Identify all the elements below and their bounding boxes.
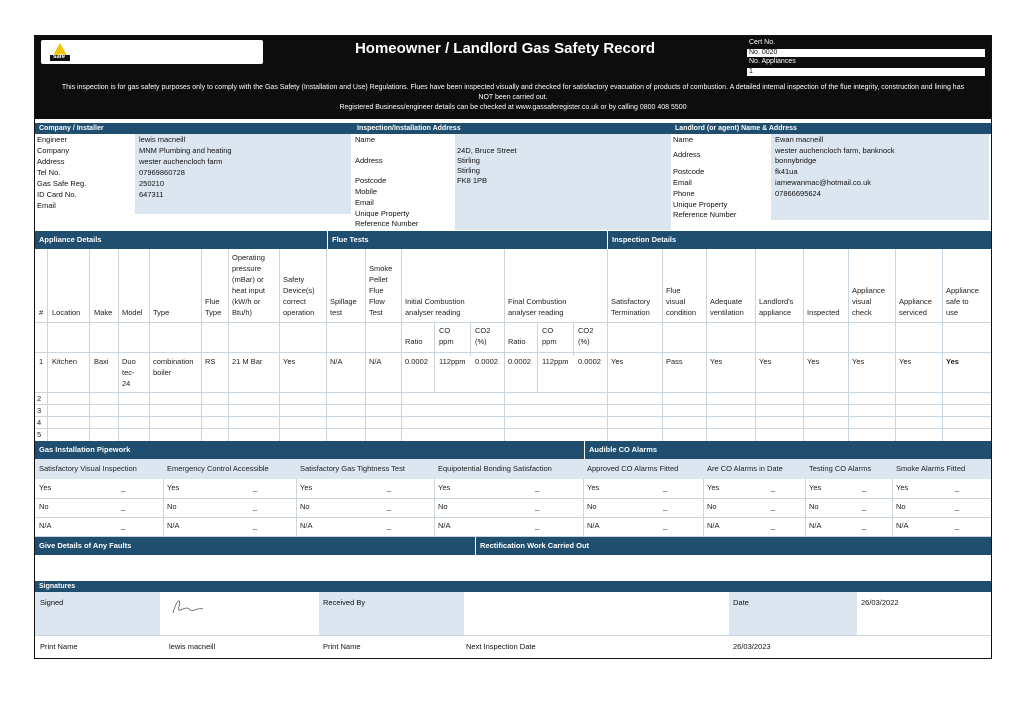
pipework-heading: Gas Installation Pipework [35, 441, 584, 459]
grid-column-line [504, 249, 505, 441]
pipework-option[interactable]: N/A [707, 521, 720, 530]
pipework-checkbox[interactable]: _ [121, 483, 126, 492]
pipework-checkbox[interactable]: _ [253, 521, 258, 530]
grid-column-line [47, 249, 48, 441]
col-init-co2-1: CO2 [475, 326, 491, 335]
intro-line-3: Registered Business/engineer details can be checked at www.gassaferegister.co.uk or by calling 0800 408 5500 [339, 104, 687, 111]
grid-column-line [365, 249, 366, 441]
landlord-address-line-1[interactable]: wester auchencloch farm, banknock [775, 146, 895, 155]
pipework-checkbox[interactable]: _ [663, 521, 668, 530]
grid-column-line [803, 249, 804, 441]
pipework-option[interactable]: No [438, 502, 448, 511]
col-smoke-3: Flue [369, 286, 384, 295]
received-by-field[interactable] [465, 592, 729, 635]
pipework-option[interactable]: No [809, 502, 819, 511]
grid-column-line [326, 249, 327, 441]
col-op-4: heat input [232, 286, 265, 295]
pipework-row-line [35, 498, 991, 499]
col-landlord-2: appliance [759, 308, 792, 317]
pipework-column-header: Emergency Control Accessible [167, 464, 269, 473]
landlord-address-label: Address [673, 150, 701, 159]
row-model-3[interactable]: 24 [122, 379, 131, 388]
pipework-option[interactable]: N/A [438, 521, 451, 530]
pipework-row-line [35, 517, 991, 518]
appliance-details-heading: Appliance Details [35, 231, 327, 249]
row-op[interactable]: 21 M Bar [232, 357, 263, 366]
received-by-label: Received By [323, 598, 366, 607]
landlord-heading: Landlord (or agent) Name & Address [671, 123, 991, 134]
row-final-co2[interactable]: 0.0002 [578, 357, 601, 366]
col-inspected: Inspected [807, 308, 840, 317]
pipework-option[interactable]: No [300, 502, 310, 511]
pipework-option[interactable]: Yes [707, 483, 720, 492]
gas-safety-record [34, 35, 992, 659]
landlord-email-label: Email [673, 178, 692, 187]
grid-column-line [118, 249, 119, 441]
pipework-option[interactable]: N/A [300, 521, 313, 530]
pipework-column-header: Smoke Alarms Fitted [896, 464, 966, 473]
pipework-option[interactable]: N/A [896, 521, 909, 530]
col-flue-type-1: Flue [205, 297, 220, 306]
col-init-co2-2: (%) [475, 337, 487, 346]
inspection-uprn-label-2: Reference Number [355, 219, 419, 228]
pipework-checkbox[interactable]: _ [387, 502, 392, 511]
company-address-label: Address [37, 157, 65, 166]
row-type-1[interactable]: combination [153, 357, 194, 366]
row-ventilation[interactable]: Yes [710, 357, 723, 366]
idcard-label: ID Card No. [37, 190, 77, 199]
grid-column-line [662, 249, 663, 441]
inspection-address-line-1[interactable]: 24D, Bruce Street [457, 146, 517, 155]
intro-line-1: This inspection is for gas safety purposes only to comply with the Gas Safety (Installation and Use) Regulations. Flues have been inspected visually and checked for satisfactory evacuation of products of combustion. A detailed internal inspection of the flue integrity, construction and lining has [61, 84, 965, 91]
date-field[interactable]: 26/03/2022 [861, 598, 899, 607]
inspection-email-label: Email [355, 198, 374, 207]
grid-column-line [755, 249, 756, 441]
pipework-option[interactable]: No [39, 502, 49, 511]
grid-column-line [149, 249, 150, 441]
row-init-ratio[interactable]: 0.0002 [405, 357, 428, 366]
engineer-label: Engineer [37, 135, 68, 144]
pipework-column-header: Satisfactory Gas Tightness Test [300, 464, 405, 473]
pipework-checkbox[interactable]: _ [663, 502, 668, 511]
grid-row-line [35, 322, 991, 323]
col-model: Model [122, 308, 143, 317]
col-smoke-2: Pellet [369, 275, 388, 284]
col-safety-2: Device(s) [283, 286, 315, 295]
company-address-field[interactable]: wester auchencloch farm [139, 157, 223, 166]
row-init-co[interactable]: 112ppm [439, 357, 466, 366]
col-location: Location [52, 308, 81, 317]
col-final-co-1: CO [542, 326, 554, 335]
col-final-1: Final Combustion [508, 297, 567, 306]
col-smoke-5: Test [369, 308, 383, 317]
idcard-field[interactable]: 647311 [139, 190, 164, 199]
grid-column-line [279, 249, 280, 441]
col-final-co2-1: CO2 [578, 326, 594, 335]
grid-column-line [942, 249, 943, 441]
landlord-postcode-label: Postcode [673, 167, 705, 176]
company-field[interactable]: MNM Plumbing and heating [139, 146, 232, 155]
pipework-checkbox[interactable]: _ [121, 502, 126, 511]
pipework-checkbox[interactable]: _ [535, 521, 540, 530]
col-type: Type [153, 308, 170, 317]
grid-subcolumn-line [434, 322, 435, 392]
inspection-uprn-label-1: Unique Property [355, 209, 410, 218]
cert-no-label: Cert No. [749, 39, 776, 46]
company-label: Company [37, 146, 70, 155]
inspection-address-line-3[interactable]: Stirling [457, 166, 480, 175]
row-final-co[interactable]: 112ppm [542, 357, 569, 366]
col-safety-3: correct [283, 297, 306, 306]
pipework-checkbox[interactable]: _ [387, 521, 392, 530]
grid-subcolumn-line [537, 322, 538, 392]
grid-column-line [89, 249, 90, 441]
row-safety[interactable]: Yes [283, 357, 296, 366]
grid-row-line [35, 352, 991, 353]
inspection-name-label: Name [355, 135, 376, 144]
pipework-checkbox[interactable]: _ [862, 521, 867, 530]
pipework-column-line [703, 479, 704, 537]
col-init-co-2: ppm [439, 337, 454, 346]
pipework-checkbox[interactable]: _ [535, 483, 540, 492]
signed-label: Signed [40, 598, 64, 607]
header-bar [35, 36, 991, 119]
pipework-option[interactable]: N/A [167, 521, 180, 530]
pipework-checkbox[interactable]: _ [771, 502, 776, 511]
landlord-phone-label: Phone [673, 189, 695, 198]
pipework-column-line [583, 479, 584, 537]
pipework-option[interactable]: N/A [39, 521, 52, 530]
faults-field[interactable] [35, 555, 475, 579]
row-number-4: 4 [37, 418, 42, 427]
pipework-checkbox[interactable]: _ [862, 502, 867, 511]
row-make[interactable]: Baxi [94, 357, 109, 366]
pipework-option[interactable]: Yes [167, 483, 180, 492]
grid-column-line [706, 249, 707, 441]
print-name-field[interactable]: lewis macneill [169, 642, 216, 651]
row-final-ratio[interactable]: 0.0002 [508, 357, 531, 366]
row-model-2[interactable]: tec- [122, 368, 135, 377]
next-inspection-field[interactable]: 26/03/2023 [733, 642, 771, 651]
pipework-checkbox[interactable]: _ [862, 483, 867, 492]
pipework-option[interactable]: No [707, 502, 717, 511]
row-flue-type[interactable]: RS [205, 357, 216, 366]
appliances-label: No. Appliances [749, 58, 796, 65]
landlord-phone-field[interactable]: 07866695624 [775, 189, 821, 198]
col-final-2: analyser reading [508, 308, 564, 317]
pipework-checkbox[interactable]: _ [121, 521, 126, 530]
col-op-6: Btu/h) [232, 308, 253, 317]
pipework-option[interactable]: Yes [809, 483, 822, 492]
pipework-column-header: Equipotential Bonding Satisfaction [438, 464, 552, 473]
pipework-checkbox[interactable]: _ [387, 483, 392, 492]
signature-icon [167, 595, 207, 617]
pipework-option[interactable]: No [587, 502, 597, 511]
col-safety-1: Safety [283, 275, 305, 284]
row-location[interactable]: Kitchen [52, 357, 78, 366]
pipework-option[interactable]: Yes [300, 483, 313, 492]
pipework-checkbox[interactable]: _ [771, 483, 776, 492]
col-spillage-2: test [330, 308, 343, 317]
col-final-ratio: Ratio [508, 337, 526, 346]
pipework-option[interactable]: Yes [39, 483, 52, 492]
grid-row-line [35, 416, 991, 417]
pipework-option[interactable]: N/A [809, 521, 822, 530]
inspection-details-heading: Inspection Details [607, 231, 991, 249]
row-number-5: 5 [37, 430, 42, 439]
col-safe-3: use [946, 308, 959, 317]
tel-field[interactable]: 07969860728 [139, 168, 185, 177]
inspection-address-label: Address [355, 156, 383, 165]
col-init-ratio: Ratio [405, 337, 423, 346]
pipework-column-line [296, 479, 297, 537]
landlord-address-line-2[interactable]: bonnybridge [775, 156, 817, 165]
row-type-2[interactable]: boiler [153, 368, 172, 377]
cert-no-field[interactable]: No. 0020 [747, 49, 985, 57]
inspection-postcode-field[interactable]: FK8 1PB [457, 176, 488, 185]
landlord-name-field[interactable]: Ewan macneill [775, 135, 824, 144]
col-flue-visual-2: visual [666, 297, 686, 306]
col-flue-visual-1: Flue [666, 286, 681, 295]
landlord-uprn-label-2: Reference Number [673, 210, 737, 219]
pipework-checkbox[interactable]: _ [535, 502, 540, 511]
gassafe-label: Gas Safe Reg. [37, 179, 87, 188]
grid-row-line [35, 404, 991, 405]
pipework-option[interactable]: Yes [587, 483, 600, 492]
landlord-email-field[interactable]: iamewanmac@hotmail.co.uk [775, 178, 871, 187]
faults-heading: Give Details of Any Faults [35, 537, 475, 555]
pipework-checkbox[interactable]: _ [955, 502, 960, 511]
col-smoke-1: Smoke [369, 264, 393, 273]
row-number-2: 2 [37, 394, 42, 403]
row-landlord[interactable]: Yes [759, 357, 772, 366]
row-spillage[interactable]: N/A [330, 357, 343, 366]
pipework-column-header: Testing CO Alarms [809, 464, 872, 473]
row-flue-visual[interactable]: Pass [666, 357, 683, 366]
appliances-field[interactable]: 1 [747, 68, 985, 76]
page-title: Homeowner / Landlord Gas Safety Record [354, 40, 656, 57]
grid-column-line [201, 249, 202, 441]
landlord-postcode-field[interactable]: fk41ua [775, 167, 798, 176]
col-flue-type-2: Type [205, 308, 222, 317]
pipework-column-header: Satisfactory Visual Inspection [39, 464, 137, 473]
row-init-co2[interactable]: 0.0002 [475, 357, 498, 366]
co-alarms-heading: Audible CO Alarms [584, 441, 991, 459]
col-op-2: pressure [232, 264, 262, 273]
col-termination-1: Satisfactory [611, 297, 651, 306]
col-init-co-1: CO [439, 326, 451, 335]
col-landlord-1: Landlord's [759, 297, 794, 306]
col-serviced-2: serviced [899, 308, 927, 317]
pipework-option[interactable]: No [896, 502, 906, 511]
col-flue-visual-3: condition [666, 308, 697, 317]
rectification-field[interactable] [475, 555, 991, 579]
row-safe[interactable]: Yes [946, 357, 959, 366]
inspection-postcode-label: Postcode [355, 176, 387, 185]
landlord-name-label: Name [673, 135, 694, 144]
gassafe-field[interactable]: 250210 [139, 179, 165, 188]
col-op-1: Operating [232, 253, 265, 262]
inspection-heading: Inspection/Installation Address [353, 123, 671, 134]
pipework-checkbox[interactable]: _ [253, 502, 258, 511]
col-smoke-4: Flow [369, 297, 385, 306]
col-safe-2: safe to [946, 297, 969, 306]
intro-line-2: NOT been carried out. [478, 94, 548, 101]
col-final-co2-2: (%) [578, 337, 590, 346]
pipework-column-header: Approved CO Alarms Fitted [587, 464, 679, 473]
flue-tests-heading: Flue Tests [327, 231, 607, 249]
pipework-column-line [892, 479, 893, 537]
col-make: Make [94, 308, 113, 317]
row-number-3: 3 [37, 406, 42, 415]
col-initial-1: Initial Combustion [405, 297, 465, 306]
row-model-1[interactable]: Duo [122, 357, 136, 366]
col-ventilation-2: ventilation [710, 308, 744, 317]
landlord-uprn-label-1: Unique Property [673, 200, 728, 209]
grid-column-line [607, 249, 608, 441]
pipework-option[interactable]: N/A [587, 521, 600, 530]
grid-subcolumn-line [573, 322, 574, 356]
pipework-column-line [805, 479, 806, 537]
col-safety-4: operation [283, 308, 315, 317]
date-label: Date [733, 598, 749, 607]
pipework-checkbox[interactable]: _ [663, 483, 668, 492]
pipework-checkbox[interactable]: _ [771, 521, 776, 530]
col-initial-2: analyser reading [405, 308, 461, 317]
logo-box [41, 40, 263, 64]
col-serviced-1: Appliance [899, 297, 932, 306]
tel-label: Tel No. [37, 168, 61, 177]
col-spillage-1: Spillage [330, 297, 357, 306]
pipework-column-line [434, 479, 435, 537]
row-inspected[interactable]: Yes [807, 357, 820, 366]
print-name-2-label: Print Name [323, 642, 361, 651]
rectification-heading: Rectification Work Carried Out [475, 537, 991, 555]
grid-row-line [35, 428, 991, 429]
next-inspection-label: Next Inspection Date [466, 642, 536, 651]
row-serviced[interactable]: Yes [899, 357, 912, 366]
company-email-label: Email [37, 201, 56, 210]
col-op-5: (kW/h or [232, 297, 261, 306]
grid-subcolumn-line [470, 322, 471, 356]
col-visual-check-3: check [852, 308, 872, 317]
pipework-column-line [163, 479, 164, 537]
col-termination-2: Termination [611, 308, 650, 317]
col-ventilation-1: Adequate [710, 297, 743, 306]
grid-column-line [228, 249, 229, 441]
row-termination[interactable]: Yes [611, 357, 624, 366]
pipework-checkbox[interactable]: _ [253, 483, 258, 492]
inspection-mobile-label: Mobile [355, 187, 378, 196]
col-visual-check-1: Appliance [852, 286, 885, 295]
pipework-option[interactable]: Yes [896, 483, 909, 492]
col-num: # [39, 308, 44, 317]
company-heading: Company / Installer [35, 123, 353, 134]
engineer-field[interactable]: lewis macneill [139, 135, 186, 144]
grid-row-line [35, 392, 991, 393]
pipework-column-header: Are CO Alarms in Date [707, 464, 783, 473]
pipework-checkbox[interactable]: _ [955, 521, 960, 530]
logo-text: safe [53, 54, 66, 60]
col-safe-1: Appliance [946, 286, 979, 295]
row-num: 1 [39, 357, 44, 366]
grid-column-line [848, 249, 849, 441]
col-op-3: (mBar) or [232, 275, 264, 284]
inspection-address-line-2[interactable]: Stirling [457, 156, 480, 165]
col-visual-check-2: visual [852, 297, 872, 306]
print-name-label: Print Name [40, 642, 78, 651]
signature-divider [35, 635, 991, 636]
pipework-checkbox[interactable]: _ [955, 483, 960, 492]
grid-column-line [401, 249, 402, 441]
col-final-co-2: ppm [542, 337, 557, 346]
pipework-option[interactable]: No [167, 502, 177, 511]
pipework-option[interactable]: Yes [438, 483, 451, 492]
signatures-heading: Signatures [35, 581, 991, 592]
row-visual-check[interactable]: Yes [852, 357, 865, 366]
row-smoke[interactable]: N/A [369, 357, 382, 366]
grid-column-line [895, 249, 896, 441]
